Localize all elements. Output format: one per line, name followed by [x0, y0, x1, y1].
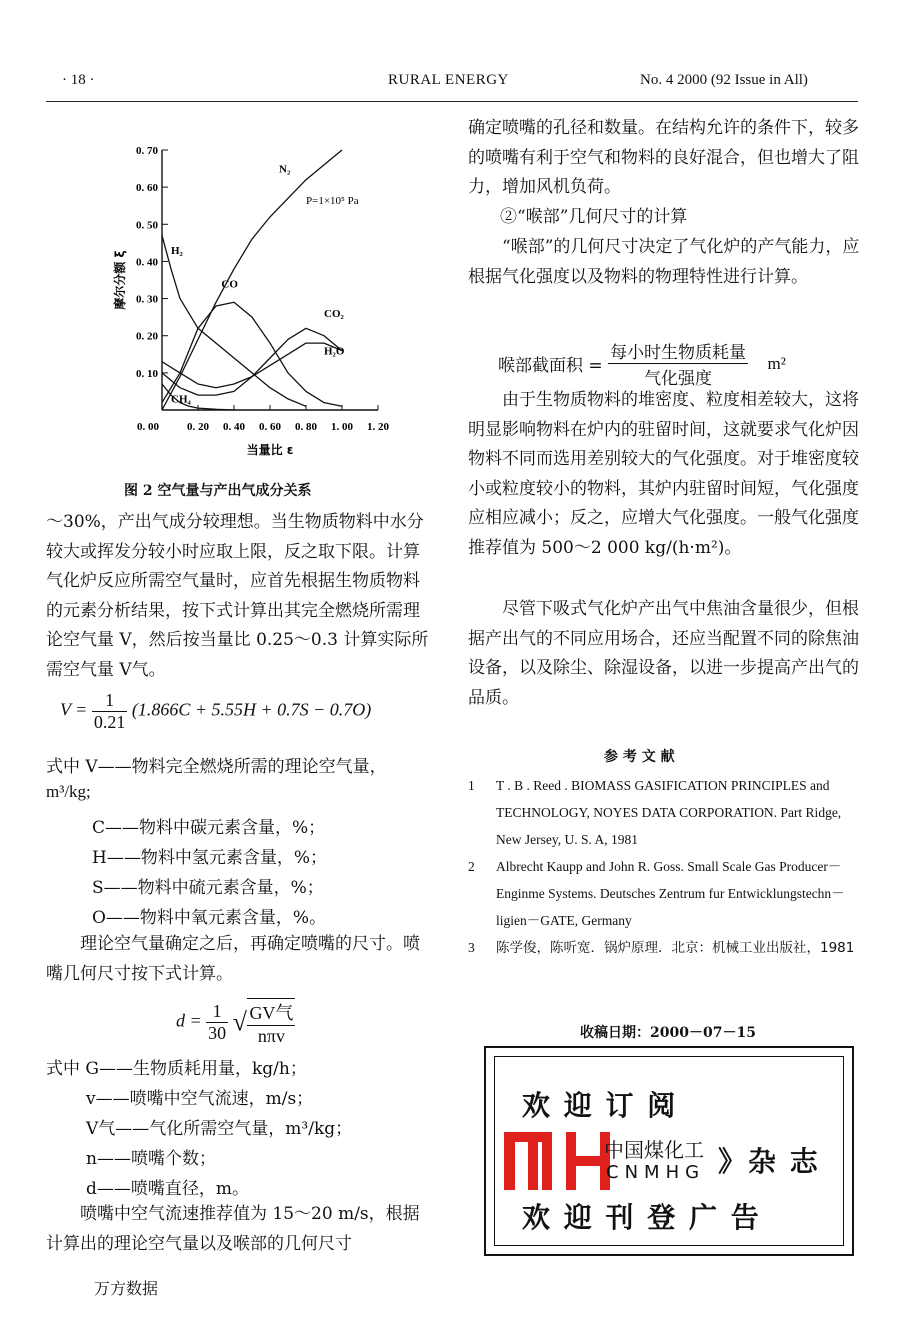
right-paragraph-4: 尽管下吸式气化炉产出气中焦油含量很少，但根据产出气的不同应用场合，还应当配置不同的除焦油设备，以及除尘、除湿设备，以进一步提高产出气的品质。 [468, 599, 859, 708]
right-paragraph-1: 确定喷嘴的孔径和数量。在结构允许的条件下，较多的喷嘴有利于空气和物料的良好混合，但也增大了阻力，增加风机负荷。 [468, 118, 859, 198]
equation-throat-area: 喉部截面积 = $\frac{\text{每小时生物质耗量}}{\text{气化强度}}$ m² [498, 338, 786, 389]
def-nozzle-count: n——喷嘴个数； [86, 1149, 216, 1169]
reference-item: 2 Albrecht Kaupp and John R. Goss. Small Scale Gas Producer－Enginme Systems. Deutsches Zentrum fur Entwicklungstechn－ligien－GATE, Germany [468, 859, 845, 928]
x-tick-label: 1. 20 [367, 421, 389, 433]
references-list [468, 772, 860, 962]
ad-logo-cn: 中国煤化工 [604, 1138, 704, 1162]
def-hydrogen: H——物料中氢元素含量，%； [92, 848, 327, 868]
series-line-H₂ [162, 235, 306, 406]
eq2-radicand: $\frac{\text{GV气}}{\text{nπv}}$ [247, 998, 295, 1047]
def-nozzle-diameter: d——喷嘴直径，m。 [86, 1179, 250, 1199]
received-date: 收稿日期：2000－07－15 [580, 1025, 756, 1041]
def-sulfur: S——物料中硫元素含量，%； [92, 878, 324, 898]
series-line-CO₂ [162, 328, 342, 395]
composition-chart [110, 140, 400, 470]
y-tick-label: 0. 50 [136, 219, 158, 232]
ad-line-3: 欢 迎 刊 登 广 告 [522, 1201, 761, 1234]
journal-title: RURAL ENERGY [388, 72, 509, 88]
left-paragraph-3: 喷嘴中空气流速推荐值为 15～20 m/s，根据计算出的理论空气量以及喉部的几何尺寸 [46, 1204, 420, 1254]
reference-item: 3 陈学俊，陈听宽．锅炉原理．北京：机械工业出版社，1981 [468, 940, 855, 956]
x-tick-label: 0. 80 [295, 421, 317, 433]
series-label: H₂ [171, 245, 183, 257]
x-axis-label: 当量比 ε [246, 443, 294, 457]
y-tick-label: 0. 60 [136, 182, 158, 195]
watermark: 万方数据 [94, 1279, 159, 1298]
y-axis-label: 摩尔分额 ξ [113, 250, 127, 310]
left-paragraph-1: ～30%，产出气成分较理想。当生物质物料中水分较大或挥发分较小时应取上限，反之取下限。计算气化炉反应所需空气量时，应首先根据生物质物料的元素分析结果，按下式计算出其完全燃烧所需理论空气量 V，然后按当量比 0.25～0.3 计算实际所需空气量 V气。 [46, 512, 429, 680]
series-label: CO [221, 278, 238, 291]
equation-air-volume: V = $\frac{1}{0.21}$ (1.866C + 5.55H + 0.7S − 0.7O) [60, 690, 372, 732]
defs1-unit: m³/kg; [46, 782, 91, 801]
x-tick-label: 0. 00 [137, 421, 159, 433]
series-line-N₂ [162, 150, 342, 410]
equation-nozzle-diameter: d = $\frac{1}{30}$ √ $\frac{\text{GV气}}{\text{nπv}}$ [176, 998, 295, 1047]
x-tick-label: 0. 20 [187, 421, 209, 433]
cnmhg-logo-icon [504, 1132, 612, 1194]
y-tick-label: 0. 20 [136, 330, 158, 343]
def-carbon: C——物料中碳元素含量，%； [92, 818, 326, 838]
header-rule [46, 101, 858, 102]
sqrt-symbol: √ [232, 1007, 247, 1037]
eq1-fraction: $\frac{1}{0.21}$ [93, 690, 126, 732]
x-tick-label: 0. 40 [223, 421, 245, 433]
ad-line-1: 欢 迎 订 阅 [522, 1089, 678, 1122]
reference-item: 1 T . B . Reed . BIOMASS GASIFICATION PRINCIPLES and TECHNOLOGY, NOYES DATA CORPORATION. Part Ridge, New Jersey, U. S. A, 1981 [468, 778, 842, 847]
ad-logo-en: CNMHG [606, 1162, 706, 1183]
eq2-fraction: $\frac{1}{30}$ [208, 1001, 227, 1043]
series-label: N₂ [279, 163, 291, 176]
pressure-annotation: P=1×10⁵ Pa [306, 194, 359, 207]
x-tick-label: 1. 00 [331, 421, 353, 433]
references-title: 参 考 文 献 [604, 749, 675, 765]
series-label: CH₄ [171, 393, 191, 406]
def-air-volume: V气——气化所需空气量，m³/kg； [86, 1119, 353, 1139]
left-paragraph-2: 理论空气量确定之后，再确定喷嘴的尺寸。喷嘴几何尺寸按下式计算。 [46, 934, 420, 984]
ad-line-2: 》杂 志 [718, 1145, 820, 1178]
series-label: H₂O [324, 345, 345, 358]
figure-caption: 图 2 空气量与产出气成分关系 [124, 483, 312, 499]
issue-info: No. 4 2000 (92 Issue in All) [640, 72, 808, 88]
def-oxygen: O——物料中氧元素含量，%。 [92, 908, 327, 928]
series-label: CO₂ [324, 308, 344, 321]
throat-fraction: $\frac{\text{每小时生物质耗量}}{\text{气化强度}}$ [608, 338, 748, 389]
defs1-intro: 式中 V——物料完全燃烧所需的理论空气量， [46, 757, 387, 777]
subscription-ad [484, 1046, 854, 1256]
y-tick-label: 0. 70 [136, 145, 158, 157]
page-number: · 18 · [62, 72, 95, 88]
right-paragraph-3: 由于生物质物料的堆密度、粒度相差较大，这将明显影响物料在炉内的驻留时间，这就要求气化炉因物料不同而选用差别较大的气化强度。对于堆密度较小或粒度较小的物料，其炉内驻留时间短，气化强度应相应减小；反之，应增大气化强度。一般气化强度推荐值为 500～2 000 kg/(h·m²)。 [468, 390, 859, 558]
x-tick-label: 0. 60 [259, 421, 281, 433]
section-heading-throat: ②“喉部”几何尺寸的计算 [500, 207, 688, 227]
y-tick-label: 0. 10 [136, 367, 158, 380]
right-paragraph-2: “喉部”的几何尺寸决定了气化炉的产气能力，应根据气化强度以及物料的物理特性进行计算。 [468, 237, 860, 287]
y-tick-label: 0. 30 [136, 293, 158, 306]
defs2-intro: 式中 G——生物质耗用量，kg/h； [46, 1059, 307, 1079]
def-velocity: v——喷嘴中空气流速，m/s； [86, 1089, 314, 1109]
y-tick-label: 0. 40 [136, 256, 158, 269]
